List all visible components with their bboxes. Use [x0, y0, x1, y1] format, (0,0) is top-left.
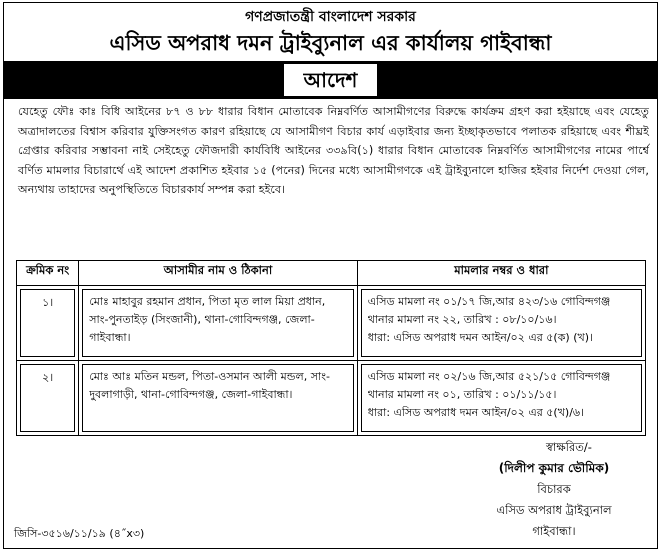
table-row	[17, 286, 646, 361]
judge-name: (দিলীপ কুমার ভৌমিক)	[498, 461, 610, 475]
case-details	[361, 364, 642, 432]
office-heading: এসিড অপরাধ দমন ট্রাইব্যুনাল এর কার্যালয় গাইবান্ধা	[109, 31, 552, 55]
case-thana-line: থানার মামলা নং ২২, তারিখ : ০৮/১০/১৬।	[367, 313, 557, 326]
tribunal-name: এসিড অপরাধ ট্রাইব্যুনাল	[496, 503, 612, 517]
accused-cell	[79, 286, 357, 361]
cases-table	[16, 260, 646, 436]
serial-cell	[17, 361, 79, 436]
header-accused: আসামীর নাম ও ঠিকানা	[79, 261, 357, 286]
case-thana-line: থানার মামলা নং ০১, তারিখ : ০১/১১/১৫।	[367, 388, 557, 401]
accused-cell	[79, 361, 357, 436]
tribunal-place: গাইবান্ধা।	[532, 524, 576, 538]
government-heading: গণপ্রজাতন্ত্রী বাংলাদেশ সরকার	[245, 9, 416, 25]
judge-title: বিচারক	[537, 482, 571, 496]
reference-code: জিসি-৩৫১৬/১১/১৯ (৪˝x৩)	[14, 527, 145, 540]
signed-mark: স্বাক্ষরিত/-	[546, 440, 592, 454]
order-title: আদেশ	[283, 63, 379, 97]
accused-details: মোঃ আঃ মতিন মন্ডল, পিতা-ওসমান আলী মন্ডল, সাং-দুবলাগাড়ী, থানা-গোবিন্দগঞ্জ, জেলা-গাইবান্ধা।	[82, 364, 353, 432]
case-section-line: ধারা: এসিড অপরাধ দমন আইন/০২ এর ৫(খ)/৬।	[367, 406, 585, 419]
serial-number: ১।	[20, 289, 75, 357]
accused-details: মোঃ মাহাবুর রহমান প্রধান, পিতা মৃত লাল মিয়া প্রধান, সাং-পুনতাইড় (সিংজানী), থানা-গোবিন্দগঞ্জ, জেলা-গাইবান্ধা।	[82, 289, 353, 357]
header-serial: ক্রমিক নং	[17, 261, 79, 286]
case-section-line: ধারা: এসিড অপরাধ দমন আইন/০২ এর ৫(ক) (খ)।	[367, 331, 593, 344]
order-paragraph: যেহেতু ফৌঃ কাঃ বিধি আইনের ৮৭ ও ৮৮ ধারার বিধান মোতাবেক নিম্নবর্ণিত আসামীগণের বিরুদ্ধে কার্যক্রম গ্রহণ করা হইয়াছে এবং যেহেতু অত্রাদালতের বিশ্বাস করিবার যুক্তিসংগত কারণ রহিয়াছে যে আসামীগণ বিচার কার্য এড়াইবার জন্য ইচ্ছাকৃতভাবে পলাতক রহিয়াছে এবং শীঘ্রই গ্রেপ্তার করিবার সম্ভাবনা নাই সেইহেতু ফৌজদারী কার্যবিধি আইনের ৩৩৯বি(১) ধারার বিধান মোতাবেক নিম্নবর্ণিত আসামীগণের নামের পার্শ্বে বর্ণিত মামলার বিচারার্থে এই আদেশ প্রকাশিত হইবার ১৫ (পনের) দিনের মধ্যে আসামীগণকে এই ট্রাইব্যুনালে হাজির হইবার নির্দেশ দেওয়া গেল, অন্যথায় তাহাদের অনুপস্থিতিতে বিচারকার্য সম্পন্ন করা হইবে।	[18, 105, 649, 196]
case-cell	[357, 361, 645, 436]
case-details	[361, 289, 642, 357]
case-number-line: এসিড মামলা নং ০১/১৭ জি,আর ৪২৩/১৬ গোবিন্দগঞ্জ	[367, 295, 611, 308]
serial-number: ২।	[20, 364, 75, 432]
signature-block	[464, 437, 644, 542]
notice-page	[3, 2, 658, 549]
header-case: মামলার নম্বর ও ধারা	[357, 261, 645, 286]
case-number-line: এসিড মামলা নং ০২/১৬ জি,আর ৫২১/১৫ গোবিন্দগঞ্জ	[367, 370, 611, 383]
table-header-row	[17, 261, 646, 286]
table-row	[17, 361, 646, 436]
case-cell	[357, 286, 645, 361]
order-banner	[4, 61, 657, 99]
serial-cell	[17, 286, 79, 361]
